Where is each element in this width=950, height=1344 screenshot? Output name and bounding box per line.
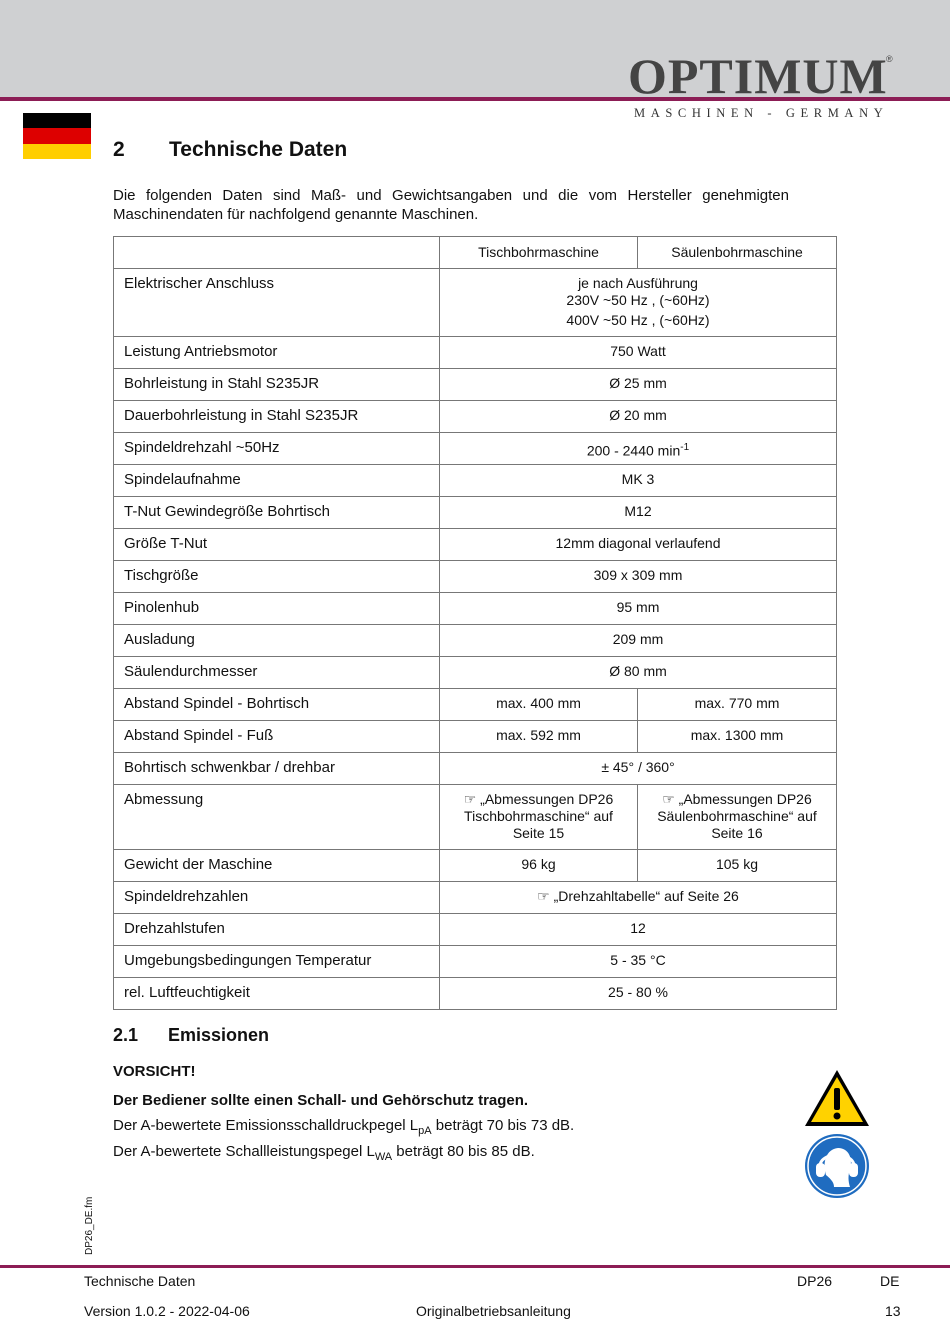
logo-wordmark: OPTIMUM bbox=[628, 48, 888, 104]
table-row bbox=[114, 721, 837, 753]
intro-text: Die folgenden Daten sind Maß- und Gewichtsangaben und die vom Hersteller genehmigten Maschinendaten für nachfolgend genannte Maschinen. bbox=[113, 187, 789, 223]
row-label: Spindeldrehzahlen bbox=[114, 882, 440, 914]
row-value: Ø 25 mm bbox=[440, 369, 837, 401]
section-title: Technische Daten bbox=[169, 138, 348, 161]
row-value: 95 mm bbox=[440, 593, 837, 625]
subsection-heading bbox=[113, 1025, 269, 1046]
row-label: Umgebungsbedingungen Temperatur bbox=[114, 946, 440, 978]
caution-label: VORSICHT! bbox=[113, 1063, 196, 1080]
table-corner-cell bbox=[114, 237, 440, 269]
value-line: 230V ~50 Hz , (~60Hz) bbox=[566, 292, 710, 308]
row-label: Spindelaufnahme bbox=[114, 465, 440, 497]
row-value: M12 bbox=[440, 497, 837, 529]
reference-line: ☞ „Abmessungen DP26 bbox=[463, 791, 614, 807]
table-row bbox=[114, 914, 837, 946]
hearing-protection-note: Der Bediener sollte einen Schall- und Gehörschutz tragen. bbox=[113, 1092, 529, 1109]
row-label: rel. Luftfeuchtigkeit bbox=[114, 978, 440, 1010]
text-part: beträgt 70 bis 73 dB. bbox=[431, 1117, 575, 1134]
unit-exponent: -1 bbox=[680, 442, 690, 453]
text-part: beträgt 80 bis 85 dB. bbox=[392, 1143, 535, 1160]
footer-model: DP26 bbox=[797, 1273, 833, 1289]
table-row bbox=[114, 882, 837, 914]
table-row bbox=[114, 625, 837, 657]
row-label: Pinolenhub bbox=[114, 593, 440, 625]
row-value: 209 mm bbox=[440, 625, 837, 657]
row-label: Größe T-Nut bbox=[114, 529, 440, 561]
row-label: Elektrischer Anschluss bbox=[114, 269, 440, 337]
file-name-vertical: DP26_DE.fm bbox=[84, 1196, 95, 1255]
table-header-row bbox=[114, 237, 837, 269]
table-row bbox=[114, 946, 837, 978]
table-row bbox=[114, 785, 837, 850]
row-label: Tischgröße bbox=[114, 561, 440, 593]
reference-line: ☞ „Abmessungen DP26 bbox=[662, 791, 812, 807]
reference-line: Seite 16 bbox=[711, 825, 763, 841]
row-value: 12mm diagonal verlaufend bbox=[440, 529, 837, 561]
reference-line: Seite 15 bbox=[512, 825, 565, 841]
subsection-number: 2.1 bbox=[113, 1025, 139, 1045]
footer-version: Version 1.0.2 - 2022-04-06 bbox=[84, 1303, 250, 1319]
row-value: 750 Watt bbox=[440, 337, 837, 369]
table-row bbox=[114, 978, 837, 1010]
subscript: WA bbox=[374, 1151, 393, 1163]
section-number: 2 bbox=[113, 138, 125, 161]
footer-chapter: Technische Daten bbox=[84, 1273, 196, 1289]
logo-subtitle: MASCHINEN - GERMANY bbox=[634, 106, 889, 120]
row-value: ± 45° / 360° bbox=[440, 753, 837, 785]
table-row bbox=[114, 369, 837, 401]
dimension-reference-tisch[interactable] bbox=[440, 785, 638, 850]
table-row bbox=[114, 657, 837, 689]
subscript: pA bbox=[418, 1125, 432, 1137]
row-value bbox=[440, 269, 837, 337]
sound-power-level bbox=[113, 1143, 535, 1163]
footer-document-type: Originalbetriebsanleitung bbox=[416, 1303, 571, 1319]
table-row bbox=[114, 529, 837, 561]
row-value: MK 3 bbox=[440, 465, 837, 497]
col-header-tischbohrmaschine: Tischbohrmaschine bbox=[440, 237, 638, 269]
row-label: Ausladung bbox=[114, 625, 440, 657]
subsection-title: Emissionen bbox=[168, 1025, 270, 1045]
row-label: Spindeldrehzahl ~50Hz bbox=[114, 433, 440, 465]
row-label: Abmessung bbox=[114, 785, 440, 850]
footer-divider bbox=[0, 1265, 950, 1268]
table-row bbox=[114, 753, 837, 785]
row-label: Leistung Antriebsmotor bbox=[114, 337, 440, 369]
value-line: 400V ~50 Hz , (~60Hz) bbox=[566, 312, 710, 328]
col-header-saeulenbohrmaschine: Säulenbohrmaschine bbox=[638, 237, 837, 269]
optimum-logo bbox=[626, 50, 906, 125]
row-label: Bohrtisch schwenkbar / drehbar bbox=[114, 753, 440, 785]
row-label: Abstand Spindel - Bohrtisch bbox=[114, 689, 440, 721]
table-row bbox=[114, 593, 837, 625]
row-value-tisch: max. 400 mm bbox=[440, 689, 638, 721]
table-row bbox=[114, 497, 837, 529]
row-label: Bohrleistung in Stahl S235JR bbox=[114, 369, 440, 401]
row-label: Dauerbohrleistung in Stahl S235JR bbox=[114, 401, 440, 433]
row-value: 309 x 309 mm bbox=[440, 561, 837, 593]
logo-registered-mark: ® bbox=[886, 54, 893, 64]
row-value: Ø 20 mm bbox=[440, 401, 837, 433]
table-row bbox=[114, 465, 837, 497]
row-label: Säulendurchmesser bbox=[114, 657, 440, 689]
row-label: Drehzahlstufen bbox=[114, 914, 440, 946]
speed-range: 200 - 2440 min bbox=[586, 442, 681, 459]
dimension-reference-saeule[interactable] bbox=[638, 785, 837, 850]
text-part: Der A-bewertete Schallleistungspegel L bbox=[113, 1143, 375, 1160]
page-number: 13 bbox=[885, 1303, 901, 1319]
footer-language: DE bbox=[880, 1273, 900, 1289]
row-value-tisch: max. 592 mm bbox=[440, 721, 638, 753]
row-value: Ø 80 mm bbox=[440, 657, 837, 689]
row-value-saeule: max. 1300 mm bbox=[638, 721, 837, 753]
german-flag-icon bbox=[23, 113, 91, 159]
table-row bbox=[114, 850, 837, 882]
hearing-protection-icon bbox=[804, 1133, 870, 1199]
row-value-tisch: 96 kg bbox=[440, 850, 638, 882]
row-label: T-Nut Gewindegröße Bohrtisch bbox=[114, 497, 440, 529]
row-value: 12 bbox=[440, 914, 837, 946]
table-row bbox=[114, 401, 837, 433]
row-value-saeule: max. 770 mm bbox=[638, 689, 837, 721]
sound-pressure-level bbox=[113, 1117, 574, 1137]
row-label: Abstand Spindel - Fuß bbox=[114, 721, 440, 753]
table-row bbox=[114, 561, 837, 593]
row-value: 25 - 80 % bbox=[440, 978, 837, 1010]
row-value: 5 - 35 °C bbox=[440, 946, 837, 978]
spec-table bbox=[113, 236, 837, 1010]
value-line: je nach Ausführung bbox=[578, 275, 698, 291]
table-row bbox=[114, 689, 837, 721]
row-value bbox=[440, 433, 837, 465]
table-row bbox=[114, 433, 837, 465]
speed-table-reference[interactable]: ☞ „Drehzahltabelle“ auf Seite 26 bbox=[440, 882, 837, 914]
section-heading bbox=[113, 138, 347, 162]
reference-line: Tischbohrmaschine“ auf bbox=[464, 808, 613, 824]
table-row bbox=[114, 337, 837, 369]
row-value-saeule: 105 kg bbox=[638, 850, 837, 882]
table-row bbox=[114, 269, 837, 337]
warning-triangle-icon bbox=[803, 1068, 871, 1128]
text-part: Der A-bewertete Emissionsschalldruckpegel L bbox=[113, 1117, 419, 1134]
row-label: Gewicht der Maschine bbox=[114, 850, 440, 882]
reference-line: Säulenbohrmaschine“ auf bbox=[657, 808, 817, 824]
